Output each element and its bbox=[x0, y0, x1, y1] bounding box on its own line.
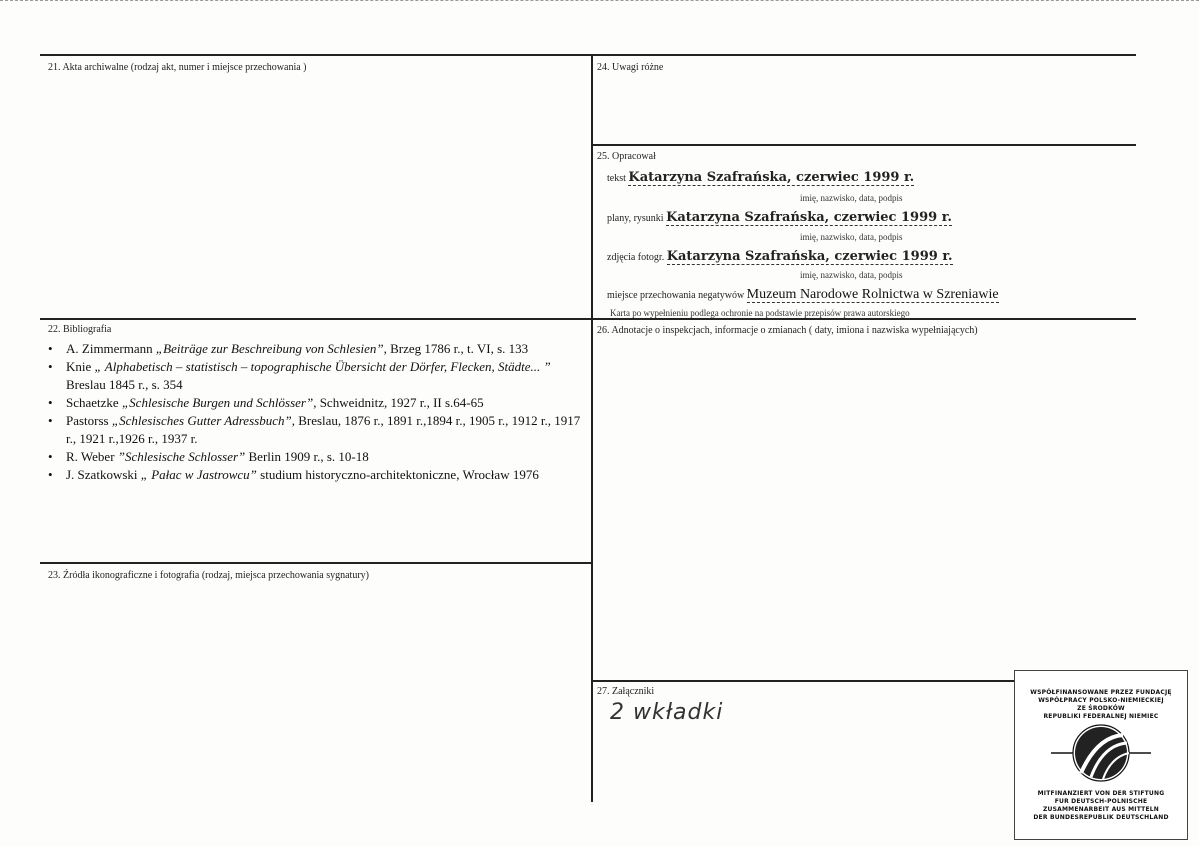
field-24-label: 24. Uwagi różne bbox=[597, 62, 664, 73]
top-edge bbox=[0, 0, 1199, 5]
bullet-icon: • bbox=[48, 395, 53, 410]
stamp-line: WSPÓŁPRACY POLSKO-NIEMIECKIEJ bbox=[1038, 697, 1164, 704]
negatywy-value: Muzeum Narodowe Rolnictwa w Szreniawie bbox=[746, 287, 999, 302]
stamp-line: REPUBLIKI FEDERALNEJ NIEMIEC bbox=[1043, 713, 1159, 720]
plany-row bbox=[607, 210, 952, 225]
bibliography-item: • Schaetzke „Schlesische Burgen und Schlösser”, Schweidnitz, 1927 r., II s.64-65 bbox=[48, 395, 484, 410]
tekst-row bbox=[607, 170, 914, 185]
zdjecia-row bbox=[607, 249, 953, 264]
tekst-value: Katarzyna Szafrańska, czerwiec 1999 r. bbox=[628, 170, 915, 185]
rule-center bbox=[591, 54, 593, 802]
field-22-label: 22. Bibliografia bbox=[48, 324, 112, 335]
bullet-icon: • bbox=[48, 341, 53, 356]
bullet-icon: • bbox=[48, 467, 53, 482]
stamp-line: FUR DEUTSCH-POLNISCHE bbox=[1054, 798, 1148, 805]
stamp-line: MITFINANZIERT VON DER STIFTUNG bbox=[1037, 790, 1165, 797]
stamp-line: ZE ŚRODKÓW bbox=[1077, 705, 1125, 712]
zdjecia-hint: imię, nazwisko, data, podpis bbox=[800, 270, 903, 280]
plany-label: plany, rysunki bbox=[607, 213, 664, 224]
rule-26-27 bbox=[591, 680, 1016, 682]
rule-24-25 bbox=[591, 144, 1136, 146]
negatywy-label: miejsce przechowania negatywów bbox=[607, 290, 745, 301]
bullet-icon: • bbox=[48, 413, 53, 428]
negatywy-row bbox=[607, 287, 999, 303]
plany-value: Katarzyna Szafrańska, czerwiec 1999 r. bbox=[666, 210, 952, 225]
tekst-hint: imię, nazwisko, data, podpis bbox=[800, 193, 903, 203]
zdjecia-label: zdjęcia fotogr. bbox=[607, 252, 665, 263]
plany-hint: imię, nazwisko, data, podpis bbox=[800, 232, 903, 242]
bibliography-item: • R. Weber ”Schlesische Schlosser” Berlin 1909 r., s. 10-18 bbox=[48, 449, 369, 464]
field-26-label: 26. Adnotacje o inspekcjach, informacje o zmianach ( daty, imiona i nazwiska wypełniających) bbox=[597, 325, 978, 336]
field-25-label: 25. Opracował bbox=[597, 151, 656, 162]
rule-top bbox=[40, 54, 1136, 56]
zdjecia-value: Katarzyna Szafrańska, czerwiec 1999 r. bbox=[666, 249, 953, 264]
bullet-icon: • bbox=[48, 449, 53, 464]
bibliography-item: • A. Zimmermann „Beiträge zur Beschreibung von Schlesien”, Brzeg 1786 r., t. VI, s. 133 bbox=[48, 341, 529, 356]
rule-22-23 bbox=[40, 562, 592, 564]
field-23-label: 23. Źródła ikonograficzne i fotografia (rodzaj, miejsca przechowania sygnatury) bbox=[48, 570, 369, 581]
bibliography-item: • Knie „ Alphabetisch – statistisch – topographische Übersicht der Dörfer, Flecken, Städte... ” Breslau 1845 r., s. 354 bbox=[48, 359, 551, 392]
stamp-line: DER BUNDESREPUBLIK DEUTSCHLAND bbox=[1033, 814, 1169, 821]
foundation-logo-icon bbox=[1051, 723, 1151, 783]
bibliography-item: • Pastorss „Schlesisches Gutter Adressbuch”, Breslau, 1876 r., 1891 r.,1894 r., 1905 r., 1912 r., 1917 r., 1921 r.,1926 r., 1937 r. bbox=[48, 413, 581, 446]
field-21-label: 21. Akta archiwalne (rodzaj akt, numer i miejsce przechowania ) bbox=[48, 62, 307, 73]
tekst-label: tekst bbox=[607, 173, 626, 184]
rule-row2 bbox=[40, 318, 1136, 320]
zalaczniki-handwritten: 2 wkładki bbox=[610, 700, 724, 725]
stamp-line: WSPÓŁFINANSOWANE PRZEZ FUNDACJĘ bbox=[1030, 689, 1172, 696]
stamp-line: ZUSAMMENARBEIT AUS MITTELN bbox=[1042, 806, 1159, 813]
foundation-stamp bbox=[1014, 670, 1188, 840]
copyright-note: Karta po wypełnieniu podlega ochronie na podstawie przepisów prawa autorskiego bbox=[610, 308, 910, 318]
bibliography-list bbox=[46, 340, 591, 484]
bibliography-item: • J. Szatkowski „ Pałac w Jastrowcu” studium historyczno-architektoniczne, Wrocław 1976 bbox=[48, 467, 539, 482]
field-27-label: 27. Załączniki bbox=[597, 686, 655, 697]
bullet-icon: • bbox=[48, 359, 53, 374]
